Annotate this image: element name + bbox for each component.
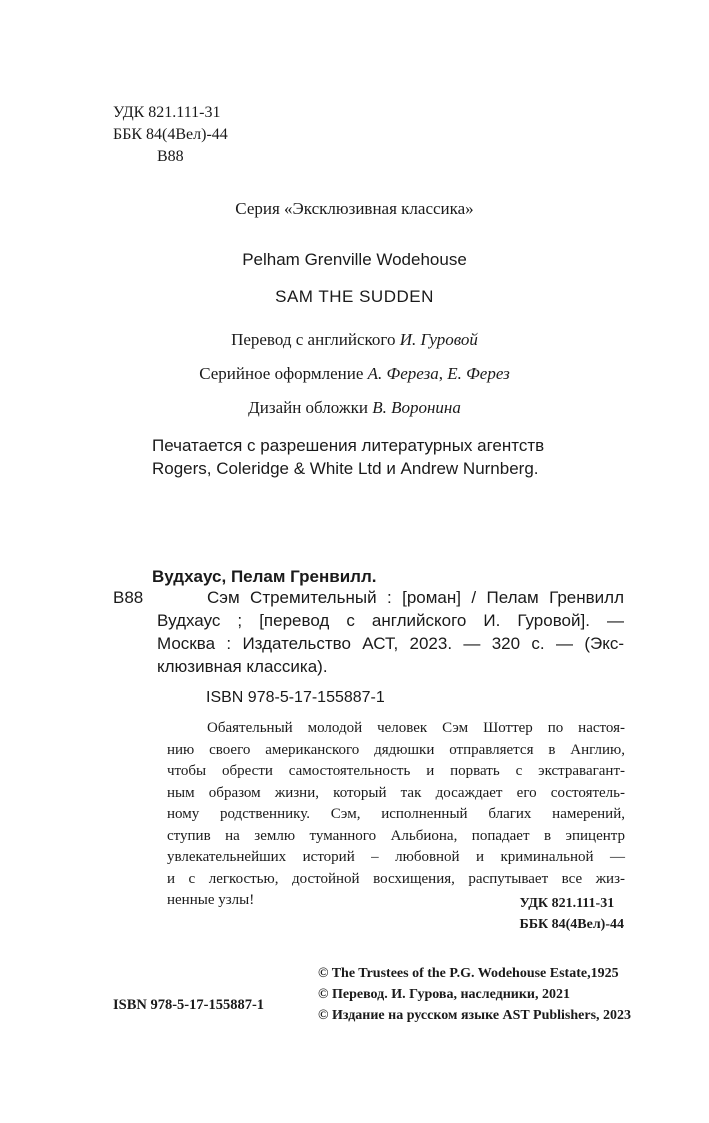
annotation-line: ному родственнику. Сэм, исполненный благих намерений, xyxy=(167,806,625,822)
cover-designer: В. Воронина xyxy=(372,398,461,417)
translation-credit xyxy=(0,330,709,350)
bbk-code-right: ББК 84(4Вел)-44 xyxy=(519,917,624,932)
bibliographic-line: клюзивная классика). xyxy=(157,657,328,676)
bibliographic-line: Вудхаус ; [перевод с английского И. Гуровой]. — xyxy=(157,611,624,630)
original-title: SAM THE SUDDEN xyxy=(275,287,434,306)
isbn-record: ISBN 978-5-17-155887-1 xyxy=(206,689,385,706)
series-title: Серия «Эксклюзивная классика» xyxy=(235,199,474,218)
bibliographic-code: В88 xyxy=(113,588,144,607)
original-author: Pelham Grenville Wodehouse xyxy=(242,250,467,269)
cover-design-label: Дизайн обложки xyxy=(248,398,373,417)
series-design-credit xyxy=(0,364,709,384)
annotation-line: Обаятельный молодой человек Сэм Шоттер по настоя- xyxy=(207,720,625,736)
permission-line: Rogers, Coleridge & White Ltd и Andrew Nurnberg. xyxy=(152,459,539,478)
copyright-line: © Издание на русском языке AST Publishers, 2023 xyxy=(318,1008,632,1023)
bibliographic-description xyxy=(157,586,624,678)
bbk-code: ББК 84(4Вел)-44 xyxy=(113,126,228,143)
annotation-line: чтобы обрести самостоятельность и порвать с экстравагант- xyxy=(167,763,625,779)
permission-note xyxy=(152,434,544,480)
permission-line: Печатается с разрешения литературных агентств xyxy=(152,436,545,455)
cover-design-credit xyxy=(0,398,709,418)
annotation-line: и с легкостью, достойной восхищения, распутывает все жиз- xyxy=(167,870,625,887)
copyright-line: © The Trustees of the P.G. Wodehouse Estate,1925 xyxy=(318,966,619,981)
classification-block xyxy=(113,102,228,168)
copyright-line: © Перевод. И. Гурова, наследники, 2021 xyxy=(318,987,570,1002)
bibliographic-line: Москва : Издательство АСТ, 2023. — 320 с. — (Экс- xyxy=(157,634,624,653)
classification-right xyxy=(519,893,624,935)
annotation-line: ненные узлы! xyxy=(167,892,255,908)
author-mark: В88 xyxy=(157,148,184,165)
annotation-line: ступив на землю туманного Альбиона, попадает в эпицентр xyxy=(167,827,625,844)
series-designer-1: А. Фереза xyxy=(367,364,439,383)
translation-label: Перевод с английского xyxy=(231,330,400,349)
series-design-label: Серийное оформление xyxy=(199,364,368,383)
annotation xyxy=(167,718,625,912)
udk-code: УДК 821.111-31 xyxy=(113,104,221,121)
annotation-line: увлекательнейших историй – любовной и криминальной — xyxy=(167,849,625,865)
bibliographic-line: Сэм Стремительный : [роман] / Пелам Гренвилл xyxy=(207,588,624,607)
series-designer-2: Е. Ферез xyxy=(447,364,510,383)
designer-separator: , xyxy=(438,364,448,383)
translator-name: И. Гуровой xyxy=(399,330,478,349)
annotation-line: ным образом жизни, который так досаждает его состоятель- xyxy=(167,784,625,801)
annotation-line: нию своего американского дядюшки отправляется в Англию, xyxy=(167,741,625,758)
copyright-block xyxy=(318,963,631,1026)
isbn-bottom: ISBN 978-5-17-155887-1 xyxy=(113,997,265,1013)
bibliographic-author: Вудхаус, Пелам Гренвилл. xyxy=(152,567,377,586)
udk-code-right: УДК 821.111-31 xyxy=(519,896,615,911)
